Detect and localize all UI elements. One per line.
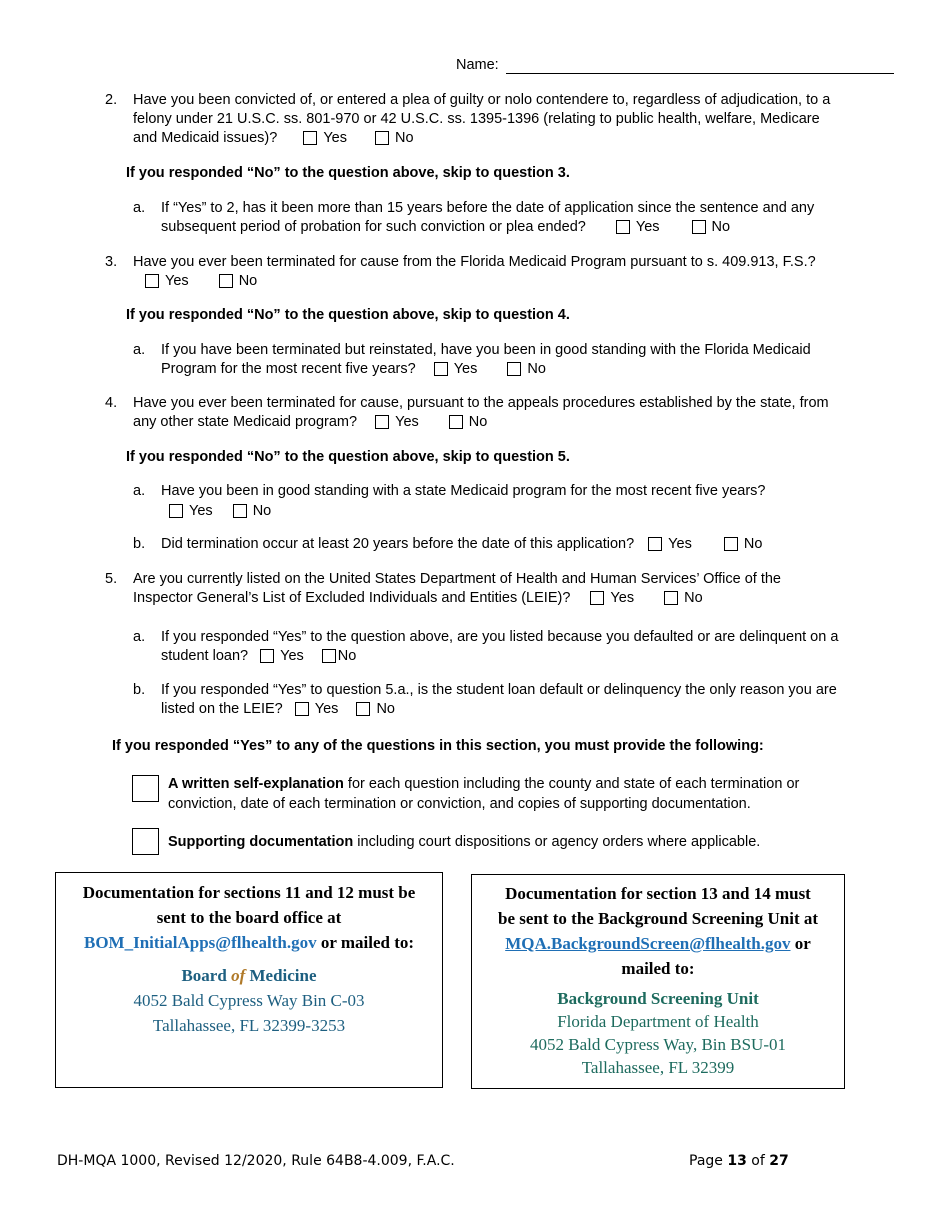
q2a-no-label: No (711, 219, 731, 235)
page-number: Page 13 of 27 (689, 1153, 789, 1169)
board-box-line2: sent to the board office at (156, 908, 342, 927)
q5b-no-checkbox[interactable] (356, 702, 370, 716)
q5b-yes-label: Yes (314, 701, 339, 717)
q4a-options (169, 502, 271, 521)
q2-no-checkbox[interactable] (375, 131, 389, 145)
q3a-yes-checkbox[interactable] (434, 362, 448, 376)
q4b-no-label: No (743, 536, 763, 552)
q2-text-line3: and Medicaid issues)? Yes No (133, 130, 414, 146)
q4-yes-checkbox[interactable] (375, 415, 389, 429)
bsu-box-line2: be sent to the Background Screening Unit at (497, 909, 819, 928)
q2a-text-line1: If “Yes” to 2, has it been more than 15 years before the date of application since the sentence and any (161, 200, 815, 216)
q3a-text-line2: Program for the most recent five years? Yes No (161, 361, 546, 377)
q3a-no-label: No (527, 361, 546, 377)
q2a-yes-label: Yes (635, 219, 660, 235)
board-address-line2: Tallahassee, FL 32399-3253 (152, 1016, 346, 1035)
q4-number: 4. (105, 395, 118, 411)
q5b-yes-checkbox[interactable] (295, 702, 309, 716)
q4-no-checkbox[interactable] (449, 415, 463, 429)
q4a-no-checkbox[interactable] (233, 504, 247, 518)
q2a-letter: a. (133, 200, 146, 216)
q5-text-line1: Are you currently listed on the United States Department of Health and Human Services’ Office of the (133, 571, 781, 587)
q4b-yes-label: Yes (668, 536, 692, 552)
q5a-text-line1: If you responded “Yes” to the question above, are you listed because you defaulted or are delinquent on a (161, 629, 839, 645)
board-box-line1: Documentation for sections 11 and 12 must be (82, 883, 416, 902)
q3-no-label: No (238, 273, 258, 289)
supporting-docs-text: Supporting documentation including court dispositions or agency orders where applicable. (168, 834, 761, 850)
board-box-email-line: BOM_InitialApps@flhealth.gov or mailed to: (83, 933, 415, 952)
board-email-link[interactable]: BOM_InitialApps@flhealth.gov (83, 933, 317, 952)
board-office-info-box (55, 872, 443, 1088)
form-identifier: DH-MQA 1000, Revised 12/2020, Rule 64B8-4.009, F.A.C. (57, 1153, 455, 1169)
q4a-letter: a. (133, 483, 146, 499)
q3-text-line1: Have you ever been terminated for cause from the Florida Medicaid Program pursuant to s. 409.913, F.S.? (133, 254, 816, 270)
bsu-email-link[interactable]: MQA.BackgroundScreen@flhealth.gov (505, 934, 791, 953)
q5a-no-checkbox[interactable] (322, 649, 336, 663)
q5a-text-line2: student loan? Yes No (161, 648, 357, 664)
q4b-letter: b. (133, 536, 146, 552)
q4b-no-checkbox[interactable] (724, 537, 738, 551)
q3-no-checkbox[interactable] (219, 274, 233, 288)
q5b-letter: b. (133, 682, 146, 698)
q3-number: 3. (105, 254, 118, 270)
q4a-no-label: No (252, 503, 272, 519)
q2-text-line2: felony under 21 U.S.C. ss. 801-970 or 42 U.S.C. ss. 1395-1396 (relating to public health, welfare, Medicare (133, 111, 820, 127)
q3a-yes-label: Yes (453, 361, 478, 377)
q2-skip-instruction: If you responded “No” to the question above, skip to question 3. (126, 165, 570, 181)
bsu-dept: Florida Department of Health (557, 1012, 759, 1031)
q5-no-checkbox[interactable] (664, 591, 678, 605)
q3-yes-checkbox[interactable] (145, 274, 159, 288)
bsu-address-line2: Tallahassee, FL 32399 (581, 1058, 735, 1077)
q5-text-line2: Inspector General’s List of Excluded Individuals and Entities (LEIE)? Yes No (133, 590, 703, 606)
q5-number: 5. (105, 571, 118, 587)
q2-yes-label: Yes (323, 130, 347, 146)
name-field[interactable] (506, 72, 894, 74)
bsu-box-line1: Documentation for section 13 and 14 must (505, 884, 811, 903)
q2a-text-line2: subsequent period of probation for such conviction or plea ended? Yes No (161, 219, 731, 235)
q4-skip-instruction: If you responded “No” to the question above, skip to question 5. (126, 449, 570, 465)
q2-text-line1: Have you been convicted of, or entered a plea of guilty or nolo contendere to, regardless of adjudication, to a (133, 92, 831, 108)
supporting-docs-checkbox[interactable] (132, 828, 159, 855)
bsu-name: Background Screening Unit (557, 989, 759, 1008)
q4a-text-line1: Have you been in good standing with a state Medicaid program for the most recent five years? (161, 483, 766, 499)
bsu-address-line1: 4052 Bald Cypress Way, Bin BSU-01 (530, 1035, 786, 1054)
q5a-no-label: No (337, 648, 357, 664)
q4b-text-line1: Did termination occur at least 20 years before the date of this application? Yes No (161, 536, 763, 552)
name-label: Name: (456, 57, 499, 73)
q5a-yes-label: Yes (280, 648, 304, 664)
q5b-text-line2: listed on the LEIE? Yes No (161, 701, 395, 717)
self-explanation-line1: A written self-explanation for each question including the county and state of each termination or (168, 776, 800, 792)
q3a-no-checkbox[interactable] (507, 362, 521, 376)
q3a-letter: a. (133, 342, 146, 358)
bsu-box-mailed: mailed to: (621, 959, 695, 978)
board-address-line1: 4052 Bald Cypress Way Bin C-03 (133, 991, 365, 1010)
q2-no-label: No (395, 130, 414, 146)
provide-heading: If you responded “Yes” to any of the questions in this section, you must provide the following: (112, 738, 764, 754)
q4a-yes-checkbox[interactable] (169, 504, 183, 518)
q5a-yes-checkbox[interactable] (260, 649, 274, 663)
q4-text-line2: any other state Medicaid program? Yes No (133, 414, 488, 430)
board-of-medicine-name: Board of Medicine (181, 966, 317, 985)
q3-skip-instruction: If you responded “No” to the question above, skip to question 4. (126, 307, 570, 323)
q4a-yes-label: Yes (189, 503, 213, 519)
q4b-yes-checkbox[interactable] (648, 537, 662, 551)
q5-no-label: No (684, 590, 703, 606)
q4-text-line1: Have you ever been terminated for cause, pursuant to the appeals procedures established by the state, from (133, 395, 829, 411)
self-explanation-checkbox[interactable] (132, 775, 159, 802)
q3-yes-label: Yes (165, 273, 189, 289)
q2a-yes-checkbox[interactable] (616, 220, 630, 234)
q2-yes-checkbox[interactable] (303, 131, 317, 145)
q5b-no-label: No (376, 701, 395, 717)
q3a-text-line1: If you have been terminated but reinstated, have you been in good standing with the Florida Medicaid (161, 342, 811, 358)
q5-yes-checkbox[interactable] (590, 591, 604, 605)
q5a-letter: a. (133, 629, 146, 645)
self-explanation-line2: conviction, date of each termination or conviction, and copies of supporting documentation. (168, 796, 751, 812)
q5-yes-label: Yes (610, 590, 635, 606)
q2-number: 2. (105, 92, 118, 108)
q2a-no-checkbox[interactable] (692, 220, 706, 234)
q4-yes-label: Yes (395, 414, 419, 430)
bsu-box-email-line: MQA.BackgroundScreen@flhealth.gov or (505, 934, 811, 953)
q5b-text-line1: If you responded “Yes” to question 5.a., is the student loan default or delinquency the only reason you are (161, 682, 837, 698)
background-screening-info-box (471, 874, 845, 1089)
q3-options (145, 272, 257, 291)
q4-no-label: No (468, 414, 488, 430)
